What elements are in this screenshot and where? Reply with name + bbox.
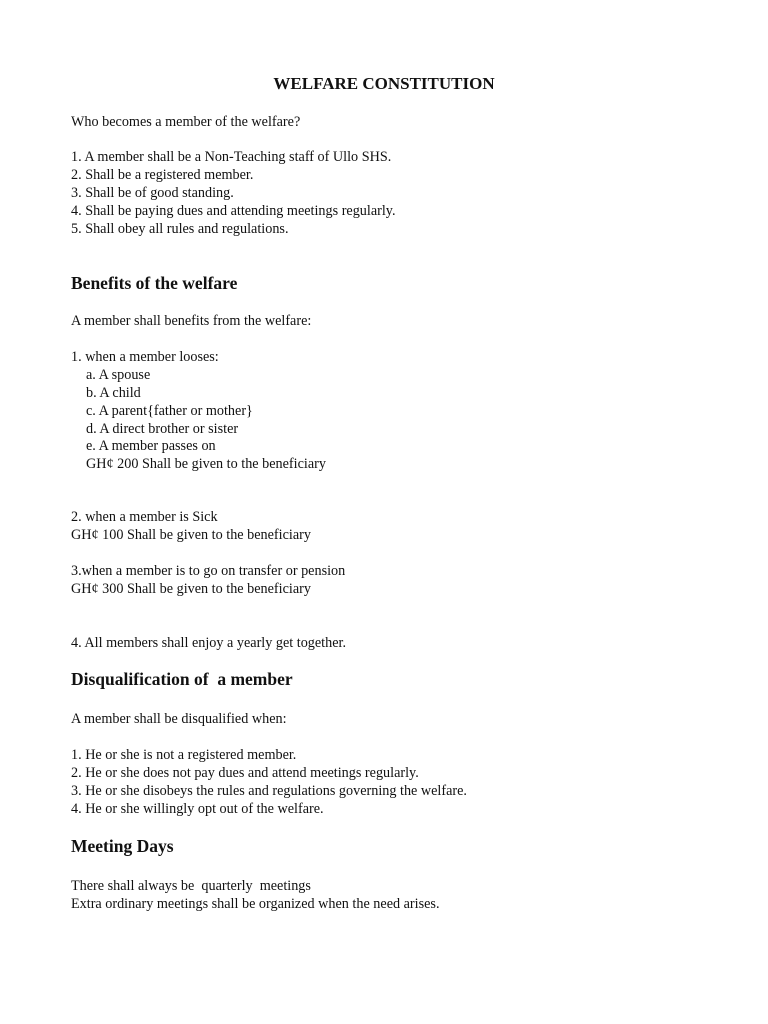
membership-item-4: 4. Shall be paying dues and attending meetings regularly. [71, 203, 396, 219]
benefits-intro: A member shall benefits from the welfare: [71, 313, 312, 329]
benefits-subitem-a: a. A spouse [86, 367, 151, 383]
meetings-line-1: There shall always be quarterly meetings [71, 878, 311, 894]
benefits-item-2-amount: GH¢ 100 Shall be given to the beneficiary [71, 527, 311, 543]
membership-item-2: 2. Shall be a registered member. [71, 167, 254, 183]
disqualification-intro: A member shall be disqualified when: [71, 711, 287, 727]
disqualification-item-1: 1. He or she is not a registered member. [71, 747, 297, 763]
benefits-heading: Benefits of the welfare [71, 273, 238, 293]
benefits-item-3: 3.when a member is to go on transfer or pension [71, 563, 346, 579]
benefits-item-2: 2. when a member is Sick [71, 509, 218, 525]
membership-item-5: 5. Shall obey all rules and regulations. [71, 221, 289, 237]
membership-question: Who becomes a member of the welfare? [71, 114, 301, 130]
benefits-item-1: 1. when a member looses: [71, 349, 219, 365]
benefits-item-4: 4. All members shall enjoy a yearly get together. [71, 635, 347, 651]
disqualification-item-3: 3. He or she disobeys the rules and regulations governing the welfare. [71, 783, 467, 799]
benefits-subitem-e: e. A member passes on [86, 438, 216, 454]
benefits-subitem-b: b. A child [86, 385, 141, 401]
membership-item-3: 3. Shall be of good standing. [71, 185, 234, 201]
benefits-subitem-d: d. A direct brother or sister [86, 421, 239, 437]
membership-item-1: 1. A member shall be a Non-Teaching staff of Ullo SHS. [71, 149, 392, 165]
benefits-subitem-c: c. A parent{father or mother} [86, 403, 253, 419]
document-title: WELFARE CONSTITUTION [273, 74, 495, 93]
disqualification-item-2: 2. He or she does not pay dues and attend meetings regularly. [71, 765, 419, 781]
meetings-line-2: Extra ordinary meetings shall be organized when the need arises. [71, 896, 440, 912]
disqualification-heading: Disqualification of a member [71, 669, 293, 689]
benefits-item-3-amount: GH¢ 300 Shall be given to the beneficiary [71, 581, 311, 597]
meetings-heading: Meeting Days [71, 836, 174, 856]
benefits-item-1-amount: GH¢ 200 Shall be given to the beneficiary [86, 456, 326, 472]
disqualification-item-4: 4. He or she willingly opt out of the welfare. [71, 801, 324, 817]
